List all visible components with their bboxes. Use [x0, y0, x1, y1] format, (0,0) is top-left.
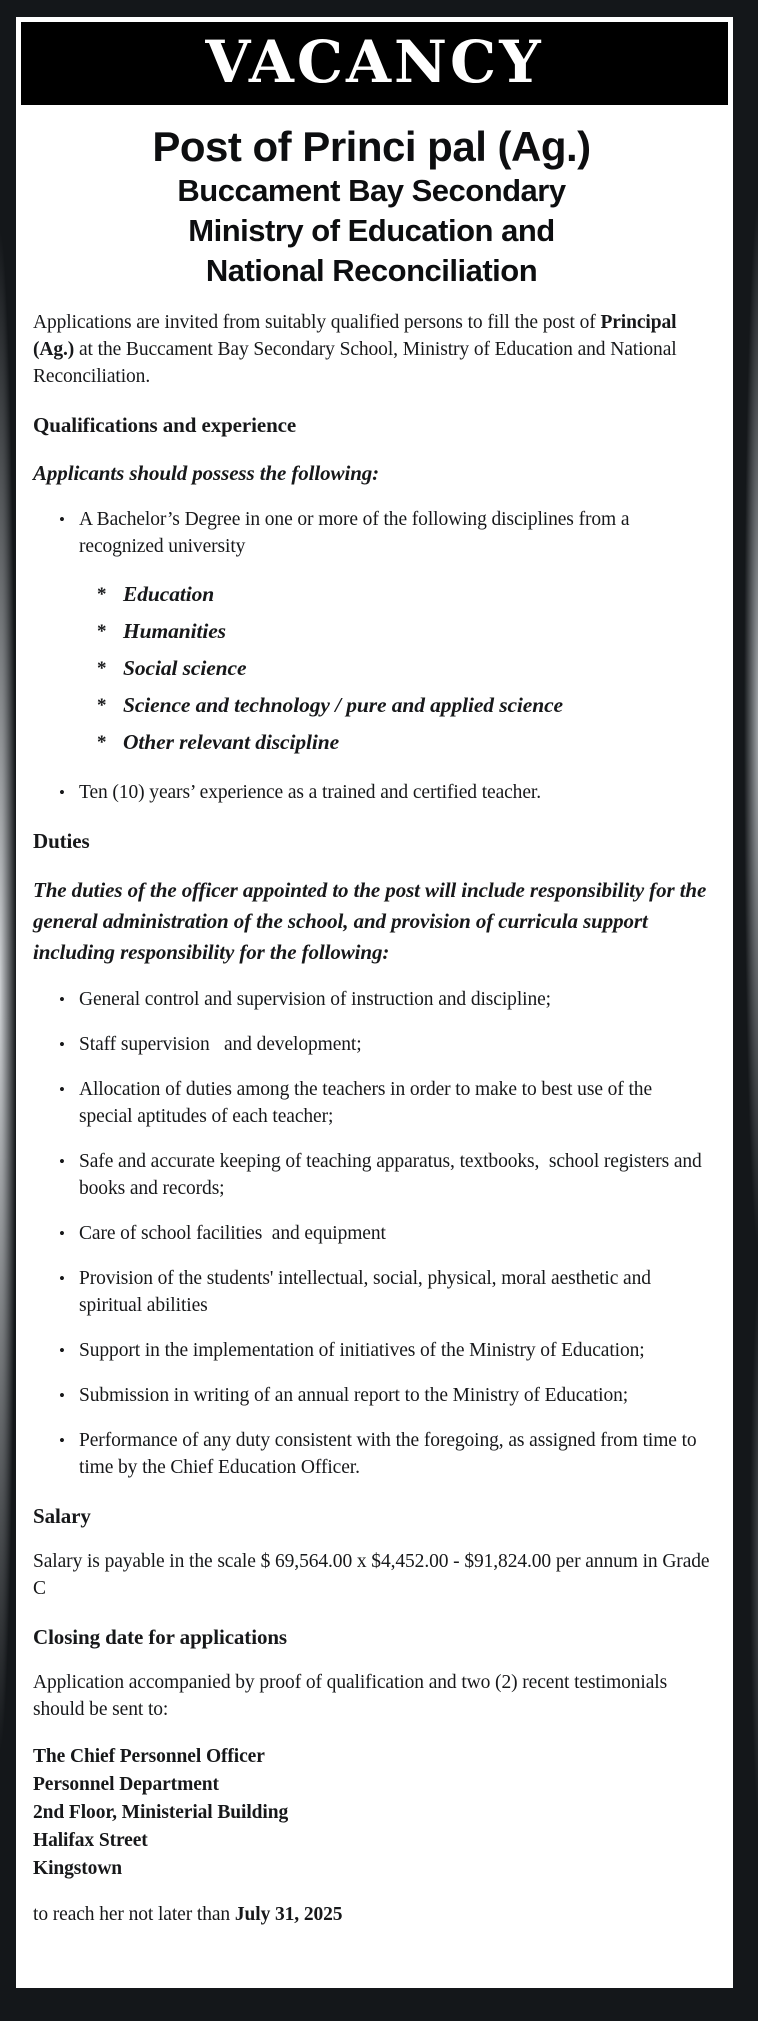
duty-item [33, 1265, 710, 1319]
bullet-marker: • [59, 1386, 65, 1405]
duty-text: Safe and accurate keeping of teaching apparatus, textbooks, school registers and books and records; [79, 1151, 707, 1199]
bullet-marker: • [59, 1431, 65, 1450]
bullet-text: A Bachelor’s Degree in one or more of the following disciplines from a recognized university [79, 509, 635, 557]
deadline-line [33, 1901, 710, 1928]
intro-paragraph [33, 309, 710, 390]
duty-item [33, 1031, 710, 1058]
bullet-marker: • [59, 1152, 65, 1171]
closing-date-heading: Closing date for applications [33, 1625, 287, 1649]
bullet-marker: • [59, 510, 65, 529]
school-name: Buccament Bay Secondary [177, 173, 566, 208]
discipline-item [33, 650, 710, 687]
mailing-address [33, 1743, 710, 1883]
duty-text: Support in the implementation of initiatives of the Ministry of Education; [79, 1340, 645, 1361]
salary-heading: Salary [33, 1504, 91, 1528]
qualifications-lead: Applicants should possess the following: [33, 461, 380, 485]
salary-text: Salary is payable in the scale $ 69,564.00 x $4,452.00 - $91,824.00 per annum in Grade C [33, 1551, 710, 1599]
bullet-text: Ten (10) years’ experience as a trained and certified teacher. [79, 782, 541, 803]
discipline-list [33, 576, 710, 761]
discipline-text: Education [123, 582, 215, 606]
duty-item [33, 1382, 710, 1409]
duty-item [33, 1337, 710, 1364]
qualification-bullet-degree [33, 506, 710, 560]
right-lower-edge-glow [750, 1250, 758, 1850]
duties-lead: The duties of the officer appointed to the post will include responsibility for the general administration of the school, and provision of curricula support including responsibility for the following: [33, 878, 707, 964]
asterisk-marker: * [97, 695, 107, 716]
left-edge-glow [0, 230, 16, 1750]
document-page [16, 17, 733, 1988]
duty-item [33, 1076, 710, 1130]
asterisk-marker: * [97, 621, 107, 642]
discipline-text: Science and technology / pure and applied science [123, 693, 563, 717]
duties-heading: Duties [33, 829, 90, 853]
duty-text: Submission in writing of an annual report to the Ministry of Education; [79, 1385, 629, 1406]
intro-text-post: at the Buccament Bay Secondary School, Ministry of Education and National Reconciliation. [33, 339, 677, 387]
discipline-text: Humanities [123, 619, 226, 643]
vacancy-banner [21, 22, 728, 105]
bullet-marker: • [59, 1224, 65, 1243]
deadline-date: July 31, 2025 [234, 1904, 343, 1925]
closing-instructions: Application accompanied by proof of qualification and two (2) recent testimonials should be sent to: [33, 1672, 668, 1720]
asterisk-marker: * [97, 658, 107, 679]
ministry-line-1: Ministry of Education and [188, 213, 555, 248]
bullet-marker: • [59, 1269, 65, 1288]
address-line: The Chief Personnel Officer [33, 1746, 265, 1767]
duty-text: Allocation of duties among the teachers in order to make to best use of the special aptitudes of each teacher; [79, 1079, 657, 1127]
address-line: Kingstown [33, 1858, 123, 1879]
bullet-marker: • [59, 1080, 65, 1099]
deadline-text: to reach her not later than [33, 1904, 235, 1925]
document-body [21, 105, 728, 1928]
discipline-item [33, 724, 710, 761]
asterisk-marker: * [97, 732, 107, 753]
discipline-text: Social science [123, 656, 247, 680]
address-line: Halifax Street [33, 1830, 148, 1851]
asterisk-marker: * [97, 584, 107, 605]
bullet-marker: • [59, 990, 65, 1009]
intro-post-name: Principal (Ag.) [33, 312, 677, 360]
right-edge-glow [744, 200, 758, 1250]
duty-item [33, 1148, 710, 1202]
intro-text-pre: Applications are invited from suitably qualified persons to fill the post of [33, 312, 601, 333]
banner-title: VACANCY [205, 27, 544, 96]
qualification-bullet-experience [33, 779, 710, 806]
discipline-item [33, 576, 710, 613]
duty-text: Care of school facilities and equipment [79, 1223, 386, 1244]
duty-text: Provision of the students' intellectual, social, physical, moral aesthetic and spiritual abilities [79, 1268, 656, 1316]
bullet-marker: • [59, 1341, 65, 1360]
ministry-line-2: National Reconciliation [205, 253, 538, 288]
post-title: Post of Princi pal (Ag.) [152, 123, 591, 170]
discipline-item [33, 613, 710, 650]
qualifications-heading: Qualifications and experience [33, 413, 297, 437]
address-line: Personnel Department [33, 1774, 219, 1795]
duty-text: Performance of any duty consistent with the foregoing, as assigned from time to time by the Chief Education Officer. [79, 1430, 702, 1478]
bullet-marker: • [59, 1035, 65, 1054]
discipline-item [33, 687, 710, 724]
duty-text: General control and supervision of instruction and discipline; [79, 989, 551, 1010]
address-line: 2nd Floor, Ministerial Building [33, 1802, 289, 1823]
duty-item [33, 1427, 710, 1481]
discipline-text: Other relevant discipline [123, 730, 340, 754]
bullet-marker: • [59, 783, 65, 802]
duty-text: Staff supervision and development; [79, 1034, 362, 1055]
duty-item [33, 1220, 710, 1247]
duty-item [33, 986, 710, 1013]
